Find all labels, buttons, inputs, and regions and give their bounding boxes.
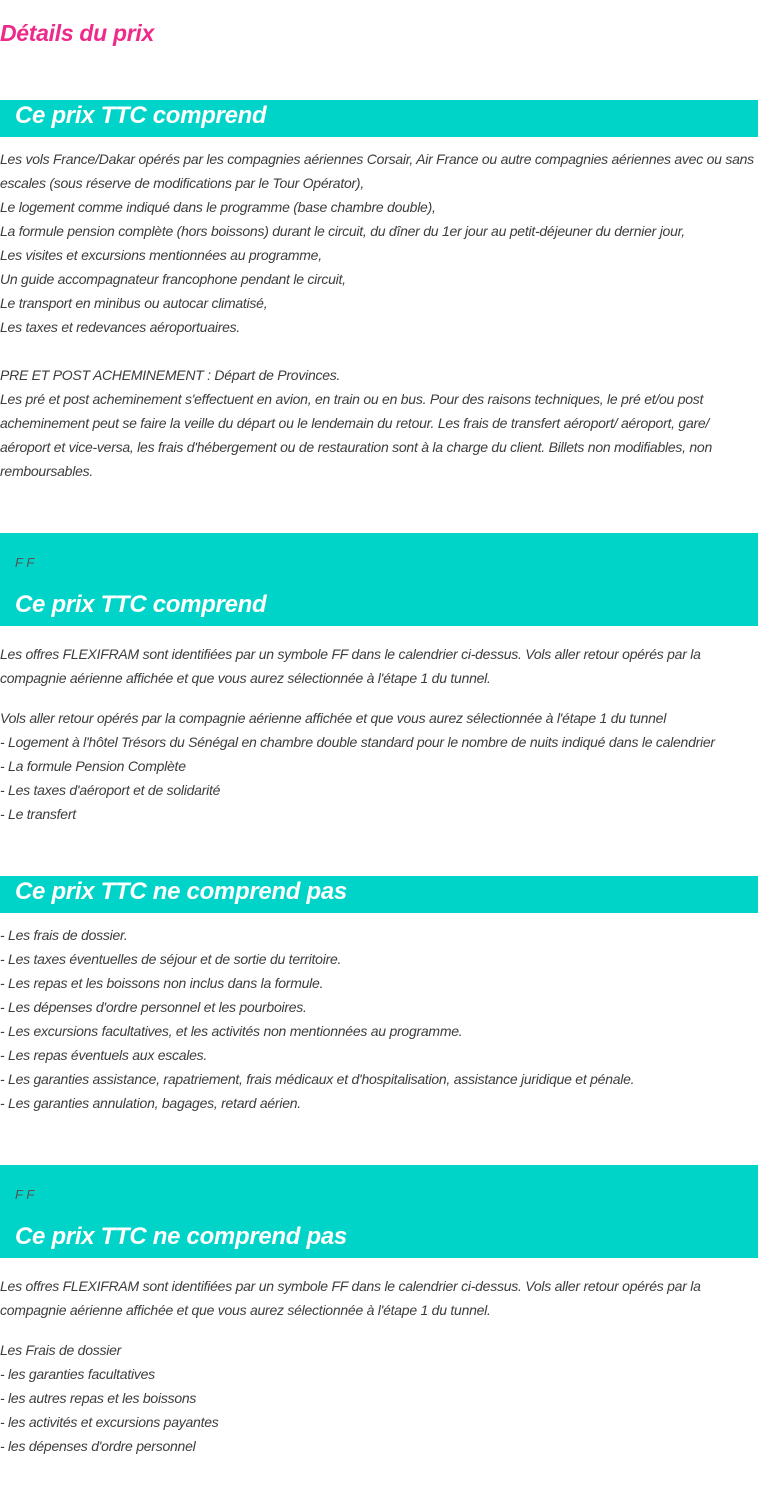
list-item: Les visites et excursions mentionnées au programme, [0,247,322,263]
list-item: - Les repas éventuels aux escales. [0,1047,208,1063]
list-item: - les activités et excursions payantes [0,1414,219,1430]
list-item: La formule pension complète (hors boissons) durant le circuit, du dîner du 1er jour au petit-déjeuner du dernier jour, [0,223,685,239]
flexifram-tag: F F [15,555,35,570]
section-title: Ce prix TTC comprend [15,102,267,129]
list-item: - les garanties facultatives [0,1366,155,1382]
list-item: Les taxes et redevances aéroportuaires. [0,319,241,335]
list-item: Le transport en minibus ou autocar climatisé, [0,295,268,311]
list-item: - Les frais de dossier. [0,927,128,943]
list-item: - Le transfert [0,806,76,822]
list-item: - les autres repas et les boissons [0,1390,197,1406]
section-excludes-list [0,923,758,1115]
section-header-band [0,533,758,626]
list-item: - Logement à l'hôtel Trésors du Sénégal en chambre double standard pour le nombre de nuits indiqué dans le calendrier [0,734,715,750]
section-title: Ce prix TTC comprend [15,591,267,618]
section-header-band [0,876,758,913]
list-item: Un guide accompagnateur francophone pendant le circuit, [0,271,346,287]
section-intro: Les offres FLEXIFRAM sont identifiées par un symbole FF dans le calendrier ci-dessus. Vols aller retour opérés par la compagnie aérienne affichée et que vous aurez sélectionnée à l'étape 1 du tunnel. [0,646,701,686]
section-header-band [0,100,758,137]
list-item: Les vols France/Dakar opérés par les compagnies aériennes Corsair, Air France ou autre compagnies aériennes avec ou sans escales (sous réserve de modifications par le Tour Opérator), [0,151,754,191]
section-title: Ce prix TTC ne comprend pas [15,878,347,905]
list-item: - La formule Pension Complète [0,758,186,774]
list-item: Les Frais de dossier [0,1342,122,1358]
pre-post-text: Les pré et post acheminement s'effectuent en avion, en train ou en bus. Pour des raisons techniques, le pré et/ou post acheminement peut se faire la veille du départ ou le lendemain du retour. Les frais de transfert aéroport/ aéroport, gare/ aéroport et vice-versa, les frais d'hébergement ou de restauration sont à la charge du client. Billets non modifiables, non remboursables. [0,391,713,479]
section-header-band [0,1165,758,1258]
list-item: - Les garanties assistance, rapatriement, frais médicaux et d'hospitalisation, assistance juridique et pénale. [0,1071,635,1087]
list-item: - Les dépenses d'ordre personnel et les pourboires. [0,999,307,1015]
pre-post-heading: PRE ET POST ACHEMINEMENT : Départ de Provinces. [0,367,341,383]
list-item: Le logement comme indiqué dans le programme (base chambre double), [0,199,436,215]
list-item: - Les repas et les boissons non inclus dans la formule. [0,975,324,991]
list-item: - Les garanties annulation, bagages, retard aérien. [0,1095,301,1111]
list-item: - Les excursions facultatives, et les activités non mentionnées au programme. [0,1023,463,1039]
list-item: - Les taxes éventuelles de séjour et de sortie du territoire. [0,951,342,967]
list-item: - les dépenses d'ordre personnel [0,1438,196,1454]
list-item: Vols aller retour opérés par la compagnie aérienne affichée et que vous aurez sélectionnée à l'étape 1 du tunnel [0,710,667,726]
list-item: - Les taxes d'aéroport et de solidarité [0,782,221,798]
flexifram-tag: F F [15,1187,35,1202]
section-intro: Les offres FLEXIFRAM sont identifiées par un symbole FF dans le calendrier ci-dessus. Vols aller retour opérés par la compagnie aérienne affichée et que vous aurez sélectionnée à l'étape 1 du tunnel. [0,1278,701,1318]
section-flexifram-excludes [0,1274,758,1458]
section-includes-list [0,147,758,483]
section-title: Ce prix TTC ne comprend pas [15,1223,347,1250]
page-title: Détails du prix [0,20,154,46]
section-flexifram-includes [0,642,758,826]
